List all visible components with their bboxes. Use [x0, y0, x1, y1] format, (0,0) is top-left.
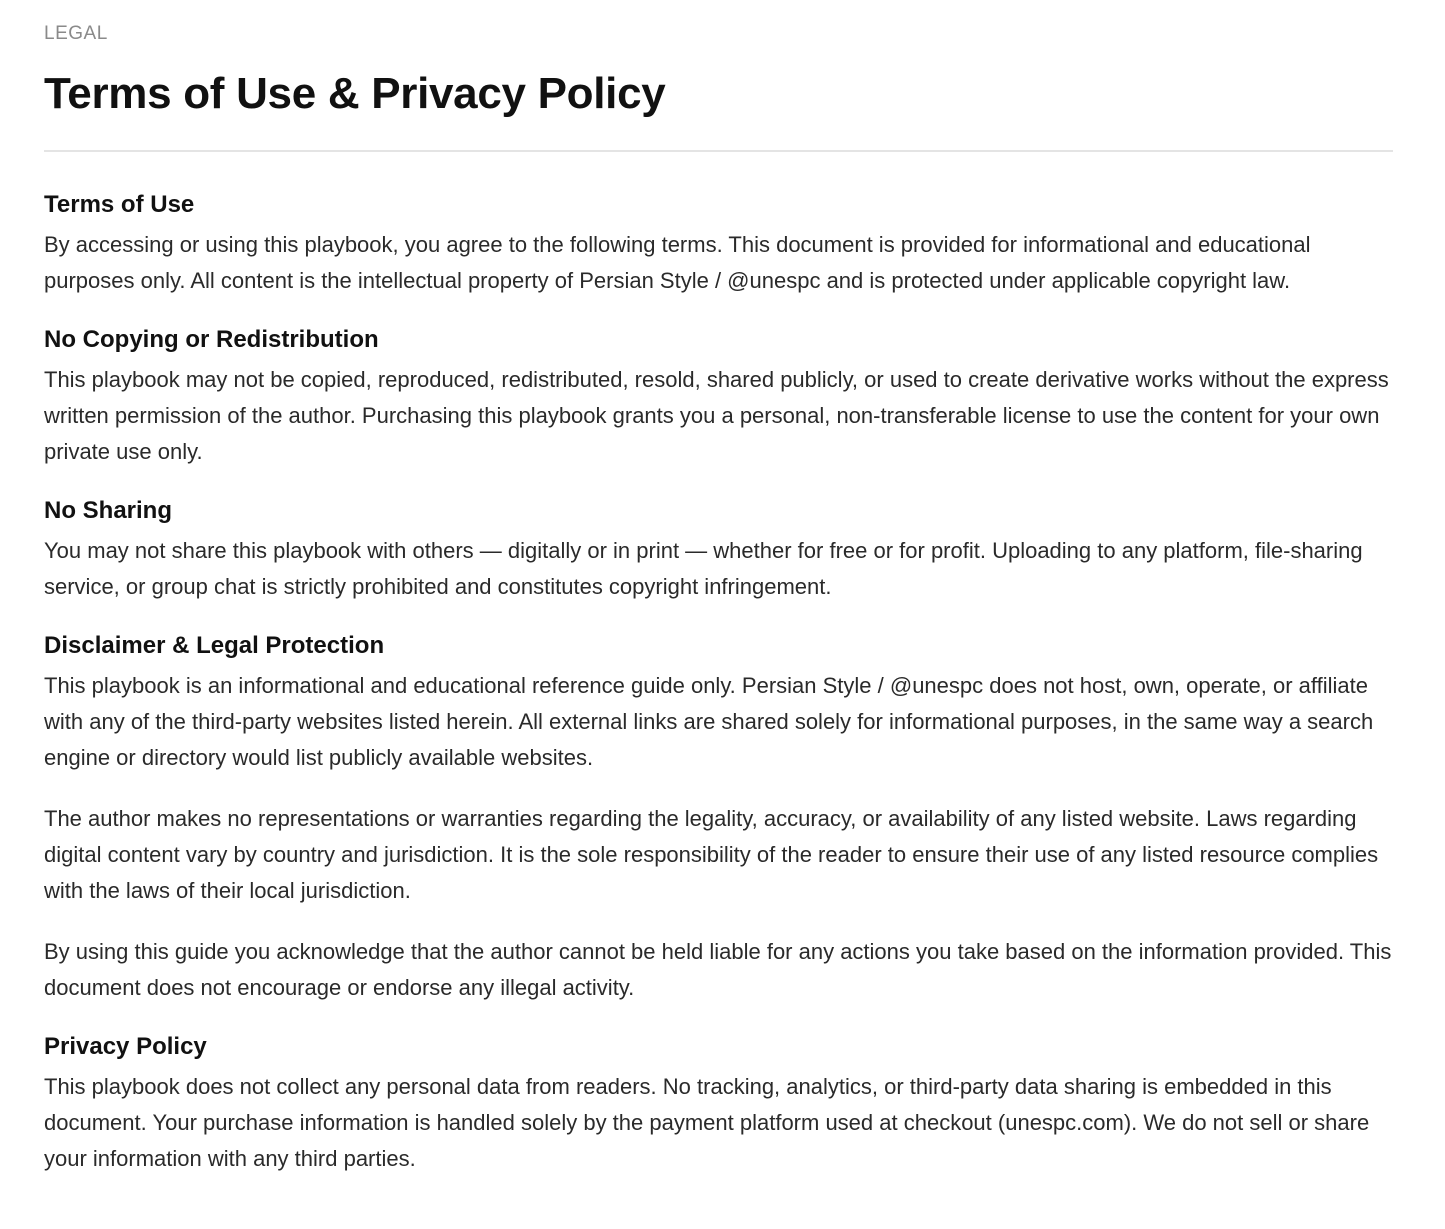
section-heading: No Copying or Redistribution	[44, 326, 379, 353]
section-disclaimer	[44, 630, 1393, 1006]
section-eyebrow: LEGAL	[44, 23, 108, 44]
section-paragraph: This playbook is an informational and educational reference guide only. Persian Style / @unespc does not host, own, operate, or affiliate with any of the third-party websites listed herein. All external links are shared solely for informational purposes, in the same way a search engine or directory would list publicly available websites.	[44, 673, 1374, 770]
policy-sections	[44, 189, 1393, 1177]
section-heading: Disclaimer & Legal Protection	[44, 632, 385, 659]
section-no-sharing	[44, 495, 1393, 605]
section-paragraph: This playbook does not collect any personal data from readers. No tracking, analytics, or third-party data sharing is embedded in this document. Your purchase information is handled solely by the payment platform used at checkout (unespc.com). We do not sell or share your information with any third parties.	[44, 1074, 1370, 1171]
section-paragraph: This playbook may not be copied, reproduced, redistributed, resold, shared publicly, or used to create derivative works without the express written permission of the author. Purchasing this playbook grants you a personal, non-transferable license to use the content for your own private use only.	[44, 367, 1389, 464]
title-divider	[44, 150, 1393, 152]
page-title: Terms of Use & Privacy Policy	[44, 69, 666, 118]
section-paragraph: You may not share this playbook with others — digitally or in print — whether for free or for profit. Uploading to any platform, file-sharing service, or group chat is strictly prohibited and constitutes copyright infringement.	[44, 538, 1363, 599]
section-heading: Terms of Use	[44, 191, 195, 218]
section-no-copying	[44, 324, 1393, 470]
section-paragraph: By accessing or using this playbook, you agree to the following terms. This document is provided for informational and educational purposes only. All content is the intellectual property of Persian Style / @unespc and is protected under applicable copyright law.	[44, 232, 1311, 293]
section-terms-of-use	[44, 189, 1393, 299]
section-paragraph: By using this guide you acknowledge that the author cannot be held liable for any actions you take based on the information provided. This document does not encourage or endorse any illegal activity.	[44, 939, 1392, 1000]
section-privacy-policy	[44, 1031, 1393, 1177]
section-paragraph: The author makes no representations or warranties regarding the legality, accuracy, or availability of any listed website. Laws regarding digital content vary by country and jurisdiction. It is the sole responsibility of the reader to ensure their use of any listed resource complies with the laws of their local jurisdiction.	[44, 806, 1379, 903]
section-heading: No Sharing	[44, 497, 173, 524]
section-heading: Privacy Policy	[44, 1033, 207, 1060]
